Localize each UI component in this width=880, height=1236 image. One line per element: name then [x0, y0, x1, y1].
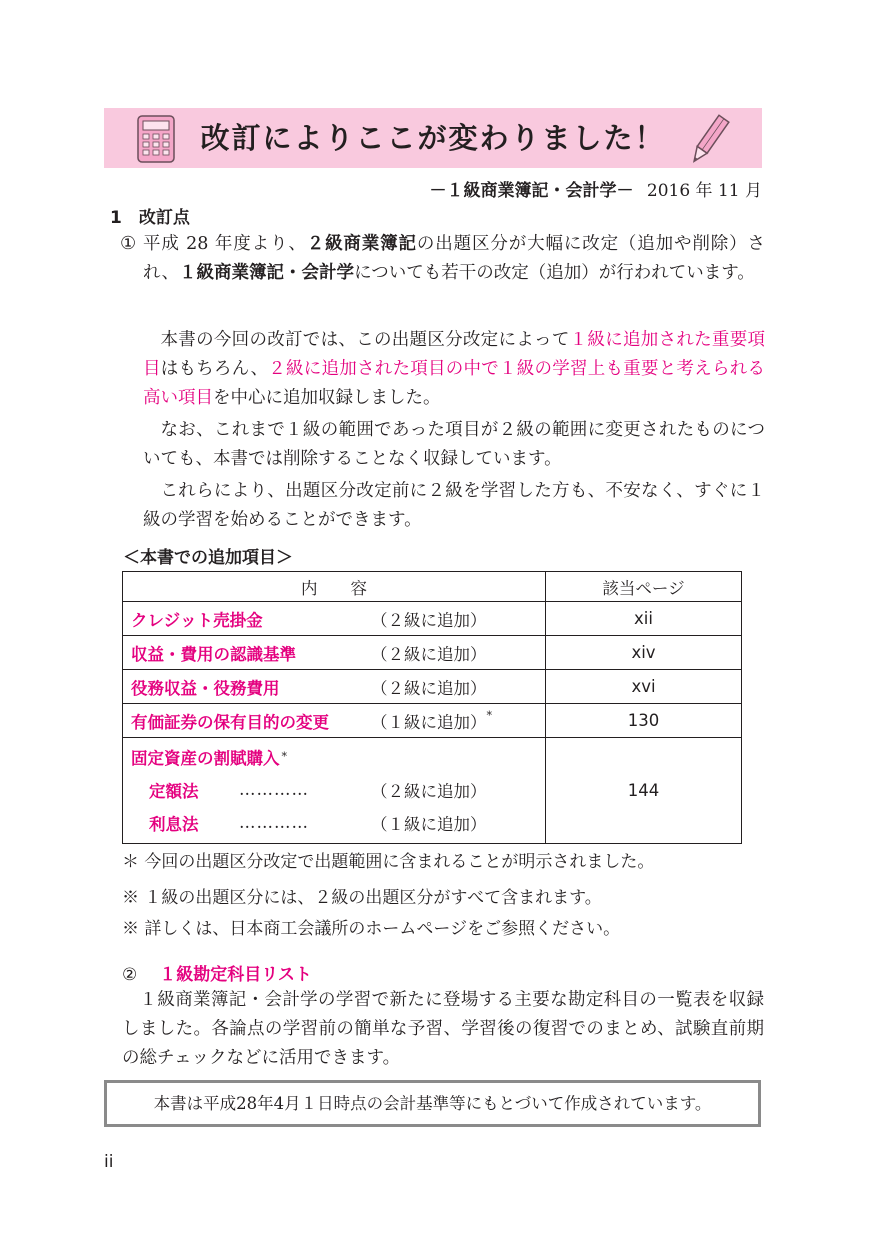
row-inner [131, 675, 537, 699]
sub-item [131, 773, 537, 806]
content-cell [123, 602, 546, 636]
page-ref: 130 [546, 704, 742, 738]
leader-dots: ………… [239, 780, 309, 799]
table-row [123, 636, 742, 670]
item-note [371, 709, 492, 733]
page-number: ii [104, 1152, 114, 1172]
intro-paragraph-1 [143, 326, 765, 413]
item-note: （２級に追加） [371, 644, 487, 664]
header-banner [104, 108, 762, 168]
page-ref: xiv [546, 636, 742, 670]
table-header-row [123, 572, 742, 602]
table-row [123, 670, 742, 704]
item-note: （２級に追加） [371, 678, 487, 698]
item-name: クレジット売掛金 [131, 610, 263, 630]
pencil-icon [684, 112, 734, 172]
sub-item [131, 806, 537, 839]
text-run: についても若干の改定（追加）が行われています。 [354, 263, 755, 283]
text-run-bold: １級商業簿記・会計学 [179, 263, 355, 283]
subtitle-line [429, 176, 762, 201]
item2-text: １級商業簿記・会計学の学習で新たに登場する主要な勘定科目の一覧表を収録しました。各論点の学習前の簡単な予習、学習後の復習でのまとめ、試験直前期の総チェックなどに活用できます。 [122, 990, 764, 1068]
notes-list [122, 883, 620, 945]
asterisk-mark: * [281, 750, 287, 763]
highlight-text: ２級に追加された項目の中で１級の学習上も重要と考えられる高い項目 [143, 359, 765, 408]
highlight-text: １級に追加された重要項目 [143, 330, 766, 379]
subtitle-label: －１級商業簿記・会計学－ [429, 181, 634, 201]
intro-paragraphs [143, 326, 765, 538]
row-inner [131, 641, 537, 665]
row-inner [131, 607, 537, 631]
page-ref: xvi [546, 670, 742, 704]
item-name: 役務収益・役務費用 [131, 678, 280, 698]
table-footnote: ＊ 今回の出題区分改定で出題範囲に含まれることが明示されました。 [122, 852, 655, 872]
row-inner [131, 709, 537, 733]
content-cell [123, 738, 546, 844]
text-run: 平成 28 年度より、 [143, 234, 307, 254]
intro-paragraph-2: なお、これまで１級の範囲であった項目が２級の範囲に変更されたものについても、本書では削除することなく収録しています。 [143, 420, 765, 469]
page-ref: xii [546, 602, 742, 636]
table-row [123, 602, 742, 636]
table-caption: ＜本書での追加項目＞ [123, 548, 293, 568]
header-content: 内 容 [123, 572, 546, 602]
content-cell [123, 636, 546, 670]
content-cell [123, 670, 546, 704]
group-title-line [131, 740, 537, 773]
text-run: 本書の今回の改訂では、この出題区分改定によって [160, 330, 570, 350]
item1-paragraph [143, 230, 765, 288]
intro-paragraph-3: これらにより、出題区分改定前に２級を学習した方も、不安なく、すぐに１級の学習を始めることができます。 [143, 481, 765, 530]
text-run: を中心に追加収録しました。 [213, 388, 441, 408]
header-page: 該当ページ [546, 572, 742, 602]
text-run-bold: ２級商業簿記 [306, 234, 417, 254]
edition-date: 2016 年 11 月 [646, 181, 762, 201]
info-box: 本書は平成28年4月１日時点の会計基準等にもとづいて作成されています。 [104, 1080, 761, 1127]
banner-title: 改訂によりここが変わりました！ [200, 121, 666, 155]
content-cell [123, 704, 546, 738]
note-item: ※ １級の出題区分には、２級の出題区分がすべて含まれます。 [122, 888, 602, 908]
note-text: （１級に追加） [371, 712, 487, 732]
text-run: はもちろん、 [160, 359, 269, 379]
item-number: ② [122, 965, 138, 985]
item2-heading-line [122, 960, 312, 985]
table-row [123, 704, 742, 738]
note-item: ※ 詳しくは、日本商工会議所のホームページをご参照ください。 [122, 919, 621, 939]
group-name: 固定資産の割賦購入 [131, 748, 280, 768]
item-note: （２級に追加） [371, 610, 487, 630]
sub-item-name: 利息法 [149, 814, 199, 834]
item2-heading: １級勘定科目リスト [159, 965, 312, 985]
table-row-group [123, 738, 742, 844]
additions-table [122, 571, 742, 844]
item-name: 収益・費用の認識基準 [131, 644, 296, 664]
leader-dots: ………… [239, 813, 309, 832]
sub-item-name: 定額法 [149, 781, 199, 801]
section-heading: 1 改訂点 [110, 208, 190, 228]
item-name: 有価証券の保有目的の変更 [131, 712, 329, 732]
item-note: （２級に追加） [371, 781, 487, 801]
item-number: ① [120, 233, 137, 254]
asterisk-mark: * [486, 708, 492, 722]
page-ref: 144 [546, 738, 742, 844]
item-note: （１級に追加） [371, 814, 487, 834]
text-run: の出題区分が大幅に改定（追加や削除）され、 [143, 234, 766, 283]
item2-paragraph [122, 986, 764, 1073]
